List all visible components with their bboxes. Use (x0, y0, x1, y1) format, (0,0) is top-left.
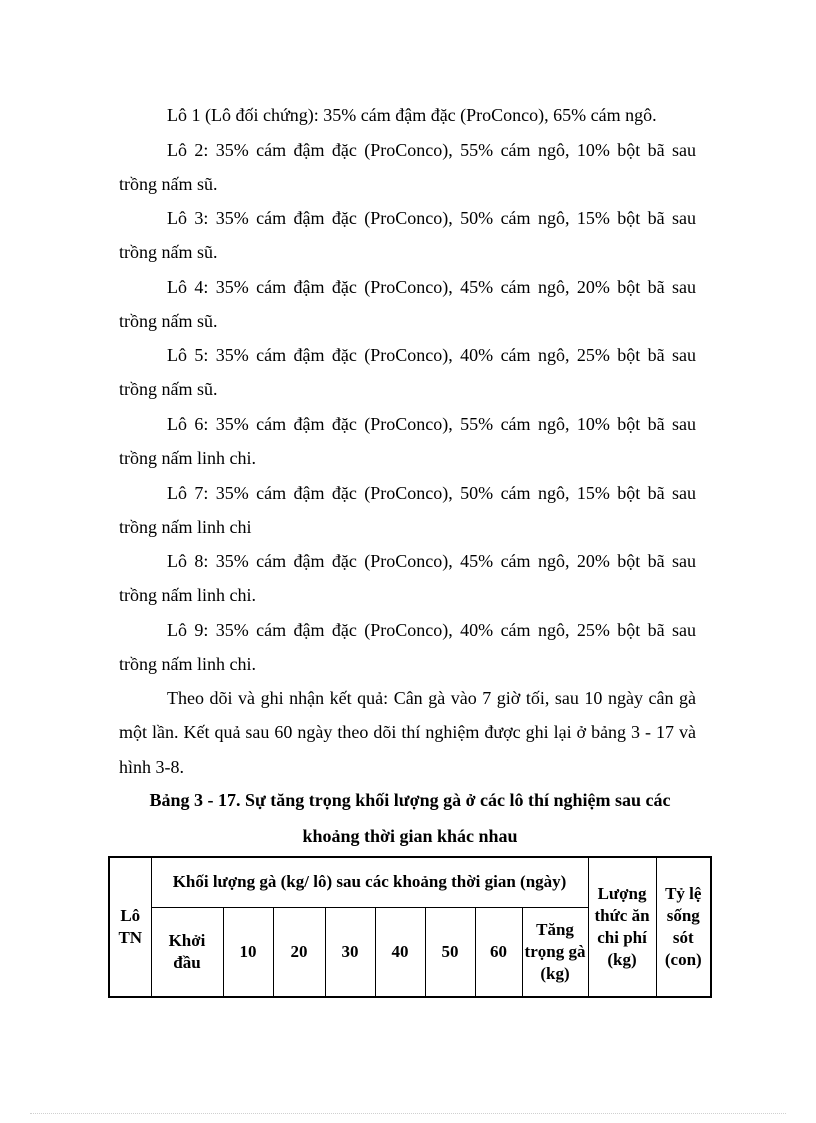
header-survival-rate: Tỷ lệ sống sót (con) (656, 857, 711, 997)
header-day-20: 20 (273, 907, 325, 997)
paragraph-lo-5: Lô 5: 35% cám đậm đặc (ProConco), 40% cám ngô, 25% bột bã sau trồng nấm sũ. (119, 345, 696, 400)
header-day-10: 10 (223, 907, 273, 997)
header-weight-gain: Tăng trọng gà (kg) (522, 907, 588, 997)
paragraph-lo-4: Lô 4: 35% cám đậm đặc (ProConco), 45% cám ngô, 20% bột bã sau trồng nấm sũ. (119, 277, 696, 332)
table-caption-line-1: Bảng 3 - 17. Sự tăng trọng khối lượng gà ở các lô thí nghiệm sau các (149, 790, 671, 810)
header-day-60: 60 (475, 907, 522, 997)
paragraph-lo-3: Lô 3: 35% cám đậm đặc (ProConco), 50% cám ngô, 15% bột bã sau trồng nấm sũ. (119, 208, 696, 263)
header-start: Khởi đầu (151, 907, 223, 997)
weight-gain-table (108, 856, 712, 998)
paragraph-lo-8: Lô 8: 35% cám đậm đặc (ProConco), 45% cám ngô, 20% bột bã sau trồng nấm linh chi. (119, 551, 696, 606)
paragraph-lo-2: Lô 2: 35% cám đậm đặc (ProConco), 55% cám ngô, 10% bột bã sau trồng nấm sũ. (119, 140, 696, 195)
paragraph-lo-7: Lô 7: 35% cám đậm đặc (ProConco), 50% cám ngô, 15% bột bã sau trồng nấm linh chi (119, 483, 696, 538)
header-day-50: 50 (425, 907, 475, 997)
paragraph-lo-6: Lô 6: 35% cám đậm đặc (ProConco), 55% cám ngô, 10% bột bã sau trồng nấm linh chi. (119, 414, 696, 469)
table-caption-line-2: khoảng thời gian khác nhau (302, 826, 518, 846)
paragraph-monitoring: Theo dõi và ghi nhận kết quả: Cân gà vào 7 giờ tối, sau 10 ngày cân gà một lần. Kết quả sau 60 ngày theo dõi thí nghiệm được ghi lại ở bảng 3 - 17 và hình 3-8. (119, 688, 696, 777)
paragraph-lo-9: Lô 9: 35% cám đậm đặc (ProConco), 40% cám ngô, 25% bột bã sau trồng nấm linh chi. (119, 620, 696, 675)
header-day-40: 40 (375, 907, 425, 997)
header-day-30: 30 (325, 907, 375, 997)
header-lo-tn: Lô TN (109, 857, 151, 997)
header-weight-group: Khối lượng gà (kg/ lô) sau các khoảng thời gian (ngày) (151, 857, 588, 907)
paragraph-lo-1: Lô 1 (Lô đối chứng): 35% cám đậm đặc (ProConco), 65% cám ngô. (167, 105, 657, 125)
page-bottom-divider (30, 1113, 786, 1114)
header-feed-cost: Lượng thức ăn chi phí (kg) (588, 857, 656, 997)
